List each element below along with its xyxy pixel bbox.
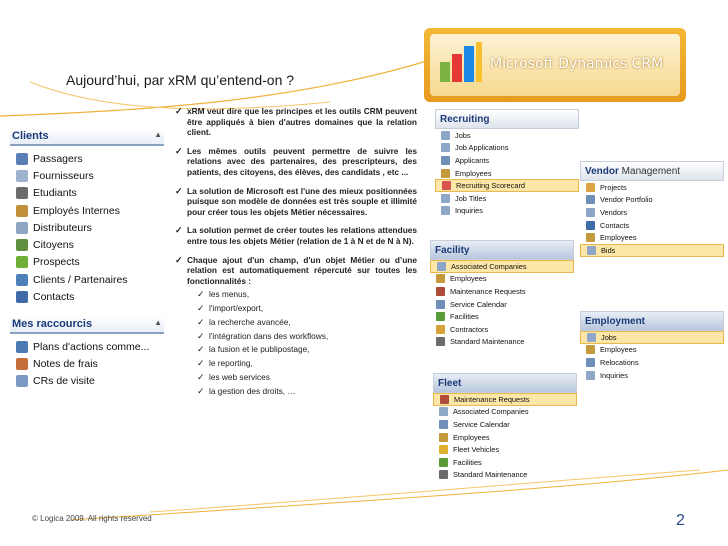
sub-bullet-text: l'import/export, <box>209 303 264 314</box>
person-icon <box>436 325 445 334</box>
notes-icon <box>16 358 28 370</box>
panel-item-job-applications[interactable] <box>435 142 579 155</box>
nav-item-contacts[interactable] <box>10 288 164 305</box>
panel-item-employees[interactable] <box>580 344 724 357</box>
panel-item-label: Facilities <box>450 312 479 322</box>
check-icon: ✓ <box>197 316 205 327</box>
nav-item-crs-de-visite[interactable] <box>10 373 164 390</box>
vendor-icon <box>586 208 595 217</box>
clients-header[interactable] <box>10 128 164 146</box>
building-icon <box>436 312 445 321</box>
person-icon <box>441 156 450 165</box>
visit-icon <box>16 375 28 387</box>
panel-item-label: Inquiries <box>455 206 483 216</box>
nav-item-label: Fournisseurs <box>33 169 94 182</box>
sub-bullet-item <box>197 358 417 369</box>
check-icon: ✓ <box>175 225 183 236</box>
bullet-item <box>175 146 417 178</box>
panel-item-label: Fleet Vehicles <box>453 445 500 455</box>
panel-item-facilities[interactable] <box>433 456 577 469</box>
fleet-panel <box>433 373 577 481</box>
page-title: Aujourd’hui, par xRM qu’entend-on ? <box>66 72 295 88</box>
panel-item-vendors[interactable] <box>580 206 724 219</box>
sub-bullet-text: la recherche avancée, <box>209 316 291 327</box>
panel-item-inquiries[interactable] <box>580 369 724 382</box>
panel-item-contacts[interactable] <box>580 219 724 232</box>
calendar-icon <box>439 420 448 429</box>
panel-item-relocations[interactable] <box>580 356 724 369</box>
person-icon <box>16 187 28 199</box>
vendor-management-header[interactable] <box>580 161 724 181</box>
check-icon: ✓ <box>175 185 183 196</box>
bullet-item <box>175 255 417 287</box>
bullet-item <box>175 225 417 246</box>
panel-item-projects[interactable] <box>580 181 724 194</box>
panel-item-label: Job Titles <box>455 193 487 203</box>
nav-item-label: Citoyens <box>33 239 74 252</box>
bullet-text: La solution permet de créer toutes les relations attendues entre tous les objets Métier (relation de 1 à N et de N à N). <box>187 225 417 246</box>
shortcuts-header[interactable] <box>10 316 164 334</box>
person-icon <box>16 205 28 217</box>
bullet-text: La solution de Microsoft est l'une des mieux positionnées puisque son modèle de données est très souple et illimité pour créer tous les objets Métier nécessaires. <box>187 185 417 217</box>
check-icon: ✓ <box>197 372 205 382</box>
employment-header[interactable]: Employment <box>580 311 724 331</box>
nav-item-citoyens[interactable] <box>10 236 164 253</box>
entity-icon <box>441 206 450 215</box>
sub-bullet-text: la fusion et le publipostage, <box>209 344 310 355</box>
panel-item-fleet-vehicles[interactable] <box>433 443 577 456</box>
bids-icon <box>587 246 596 255</box>
sub-bullet-text: l'intégration dans des workflows, <box>209 330 329 341</box>
portfolio-icon <box>586 195 595 204</box>
building-icon <box>439 458 448 467</box>
panel-item-facilities[interactable] <box>430 310 574 323</box>
check-icon: ✓ <box>197 385 205 396</box>
dynamics-logo-icon <box>440 42 484 84</box>
contact-icon <box>16 291 28 303</box>
sub-bullet-item <box>197 372 417 383</box>
panel-item-label: Service Calendar <box>453 419 510 429</box>
sub-bullet-item <box>197 289 417 300</box>
relocation-icon <box>586 358 595 367</box>
panel-item-label: Maintenance Requests <box>454 394 530 404</box>
vendor-header-rest: Management <box>618 166 681 177</box>
vendor-management-panel <box>580 161 724 257</box>
panel-item-job-titles[interactable] <box>435 192 579 205</box>
employment-panel <box>580 311 724 381</box>
facility-panel <box>430 240 574 348</box>
panel-item-employees[interactable] <box>580 231 724 244</box>
check-icon: ✓ <box>175 145 183 156</box>
sub-bullet-text: les web services <box>209 372 270 382</box>
entity-icon <box>441 131 450 140</box>
panel-item-vendor-portfolio[interactable] <box>580 194 724 207</box>
panel-item-label: Contractors <box>450 324 489 334</box>
collapse-icon[interactable]: ▲ <box>154 130 162 139</box>
bullet-item <box>175 106 417 138</box>
nav-item-label: Contacts <box>33 291 75 304</box>
document-icon <box>16 222 28 234</box>
panel-item-label: Employees <box>453 432 490 442</box>
panel-item-contractors[interactable] <box>430 323 574 336</box>
panel-item-recruiting-scorecard[interactable] <box>435 179 579 192</box>
nav-item-label: Clients / Partenaires <box>33 273 128 286</box>
contact-icon <box>586 221 595 230</box>
panel-item-associated-companies[interactable] <box>430 260 574 273</box>
fleet-header[interactable]: Fleet <box>433 373 577 393</box>
sub-bullet-item <box>197 386 417 397</box>
check-icon: ✓ <box>197 344 205 355</box>
bullet-text: Les mêmes outils peuvent permettre de suivre les relations avec des partenaires, des prescripteurs, des patients, des citoyens, des élèves, des candidats , etc ... <box>187 145 417 177</box>
vehicle-icon <box>439 445 448 454</box>
nav-item-label: Etudiants <box>33 187 77 200</box>
panel-item-employees[interactable] <box>433 431 577 444</box>
nav-item-clients-partenaires[interactable] <box>10 271 164 288</box>
panel-item-label: Associated Companies <box>453 407 529 417</box>
entity-icon <box>441 143 450 152</box>
check-icon: ✓ <box>175 106 183 116</box>
group-icon <box>16 239 28 251</box>
entity-icon <box>441 194 450 203</box>
panel-item-label: Standard Maintenance <box>450 337 525 347</box>
calendar-icon <box>436 300 445 309</box>
logo-text: Microsoft Dynamics CRM <box>490 56 664 72</box>
group-icon <box>16 274 28 286</box>
sub-bullet-item <box>197 344 417 355</box>
sub-bullet-text: la gestion des droits, … <box>209 385 296 396</box>
panel-item-jobs[interactable] <box>580 331 724 344</box>
check-icon: ✓ <box>197 358 205 369</box>
nav-item-employes-internes[interactable] <box>10 202 164 219</box>
panel-item-label: Projects <box>600 182 627 192</box>
bullet-text: Chaque ajout d'un champ, d'un objet Métier ou d’une relation est automatiquement répercuté sur toutes les fonctionnalités : <box>187 254 417 286</box>
check-icon: ✓ <box>197 303 205 314</box>
panel-item-label: Employees <box>450 274 487 284</box>
clients-header-label: Clients <box>12 130 49 142</box>
panel-item-service-calendar[interactable] <box>430 298 574 311</box>
document-icon <box>16 170 28 182</box>
recruiting-header[interactable]: Recruiting <box>435 109 579 129</box>
panel-item-maintenance-requests[interactable] <box>430 285 574 298</box>
panel-item-label: Inquiries <box>600 370 628 380</box>
sub-bullet-item <box>197 331 417 342</box>
panel-item-employees[interactable] <box>435 167 579 180</box>
microsoft-dynamics-crm-logo <box>424 28 686 102</box>
nav-item-plans-actions[interactable] <box>10 338 164 355</box>
person-icon <box>436 274 445 283</box>
bullet-text: xRM veut dire que les principes et les outils CRM peuvent être appliqués à bien d'autres domaines que la relation client. <box>187 106 417 138</box>
clients-nav <box>10 128 164 306</box>
panel-item-employees[interactable] <box>430 273 574 286</box>
collapse-icon[interactable]: ▲ <box>154 318 162 327</box>
panel-item-label: Employees <box>455 168 492 178</box>
panel-item-label: Jobs <box>601 332 617 342</box>
nav-item-prospects[interactable] <box>10 254 164 271</box>
panel-item-label: Bids <box>601 245 616 255</box>
nav-item-label: Employés Internes <box>33 204 120 217</box>
person-icon <box>16 153 28 165</box>
panel-item-label: Standard Maintenance <box>453 470 528 480</box>
shortcuts-nav <box>10 316 164 390</box>
sub-bullet-text: les menus, <box>209 289 250 300</box>
vendor-header-bold: Vendor <box>585 166 619 177</box>
company-icon <box>437 262 446 271</box>
page-number: 2 <box>676 512 685 529</box>
panel-item-service-calendar[interactable] <box>433 418 577 431</box>
plan-icon <box>16 341 28 353</box>
panel-item-label: Jobs <box>455 130 471 140</box>
panel-item-label: Contacts <box>600 220 630 230</box>
nav-item-etudiants[interactable] <box>10 185 164 202</box>
company-icon <box>439 407 448 416</box>
nav-item-label: CRs de visite <box>33 375 95 388</box>
panel-item-jobs[interactable] <box>435 129 579 142</box>
panel-item-label: Vendor Portfolio <box>600 195 653 205</box>
panel-item-associated-companies[interactable] <box>433 406 577 419</box>
panel-item-standard-maintenance[interactable] <box>430 336 574 349</box>
bullet-list <box>175 106 417 400</box>
panel-item-label: Employees <box>600 345 637 355</box>
panel-item-inquiries[interactable] <box>435 205 579 218</box>
panel-item-label: Relocations <box>600 357 639 367</box>
nav-item-notes-de-frais[interactable] <box>10 355 164 372</box>
shortcuts-header-label: Mes raccourcis <box>12 318 93 330</box>
panel-item-label: Applicants <box>455 155 490 165</box>
copyright-footer: © Logica 2009. All rights reserved <box>32 514 152 523</box>
check-icon <box>439 470 448 479</box>
entity-icon <box>587 333 596 342</box>
panel-item-label: Maintenance Requests <box>450 286 526 296</box>
sub-bullet-item <box>197 303 417 314</box>
check-icon: ✓ <box>175 254 183 265</box>
panel-item-maintenance-requests[interactable] <box>433 393 577 406</box>
recruiting-panel <box>435 109 579 217</box>
wrench-icon <box>436 287 445 296</box>
nav-item-distributeurs[interactable] <box>10 219 164 236</box>
nav-item-label: Plans d'actions comme... <box>33 340 150 353</box>
check-icon: ✓ <box>197 289 205 300</box>
panel-item-bids[interactable] <box>580 244 724 257</box>
sub-bullet-item <box>197 317 417 328</box>
nav-item-passagers[interactable] <box>10 150 164 167</box>
nav-item-label: Distributeurs <box>33 221 92 234</box>
panel-item-label: Service Calendar <box>450 299 507 309</box>
check-icon <box>436 337 445 346</box>
panel-item-label: Associated Companies <box>451 261 527 271</box>
facility-header[interactable]: Facility <box>430 240 574 260</box>
panel-item-applicants[interactable] <box>435 154 579 167</box>
person-icon <box>586 233 595 242</box>
scorecard-icon <box>442 181 451 190</box>
sub-bullet-text: le reporting, <box>209 358 253 369</box>
entity-icon <box>586 371 595 380</box>
panel-item-label: Employees <box>600 233 637 243</box>
panel-item-label: Recruiting Scorecard <box>456 181 526 191</box>
person-icon <box>439 433 448 442</box>
person-icon <box>586 345 595 354</box>
panel-item-label: Vendors <box>600 207 628 217</box>
panel-item-label: Job Applications <box>455 143 509 153</box>
wrench-icon <box>440 395 449 404</box>
nav-item-label: Notes de frais <box>33 357 98 370</box>
nav-item-label: Prospects <box>33 256 80 269</box>
panel-item-label: Facilities <box>453 457 482 467</box>
nav-item-fournisseurs[interactable] <box>10 167 164 184</box>
leaf-icon <box>16 256 28 268</box>
person-icon <box>441 169 450 178</box>
bullet-item <box>175 186 417 218</box>
panel-item-standard-maintenance[interactable] <box>433 469 577 482</box>
check-icon: ✓ <box>197 330 205 341</box>
nav-item-label: Passagers <box>33 152 83 165</box>
folder-icon <box>586 183 595 192</box>
